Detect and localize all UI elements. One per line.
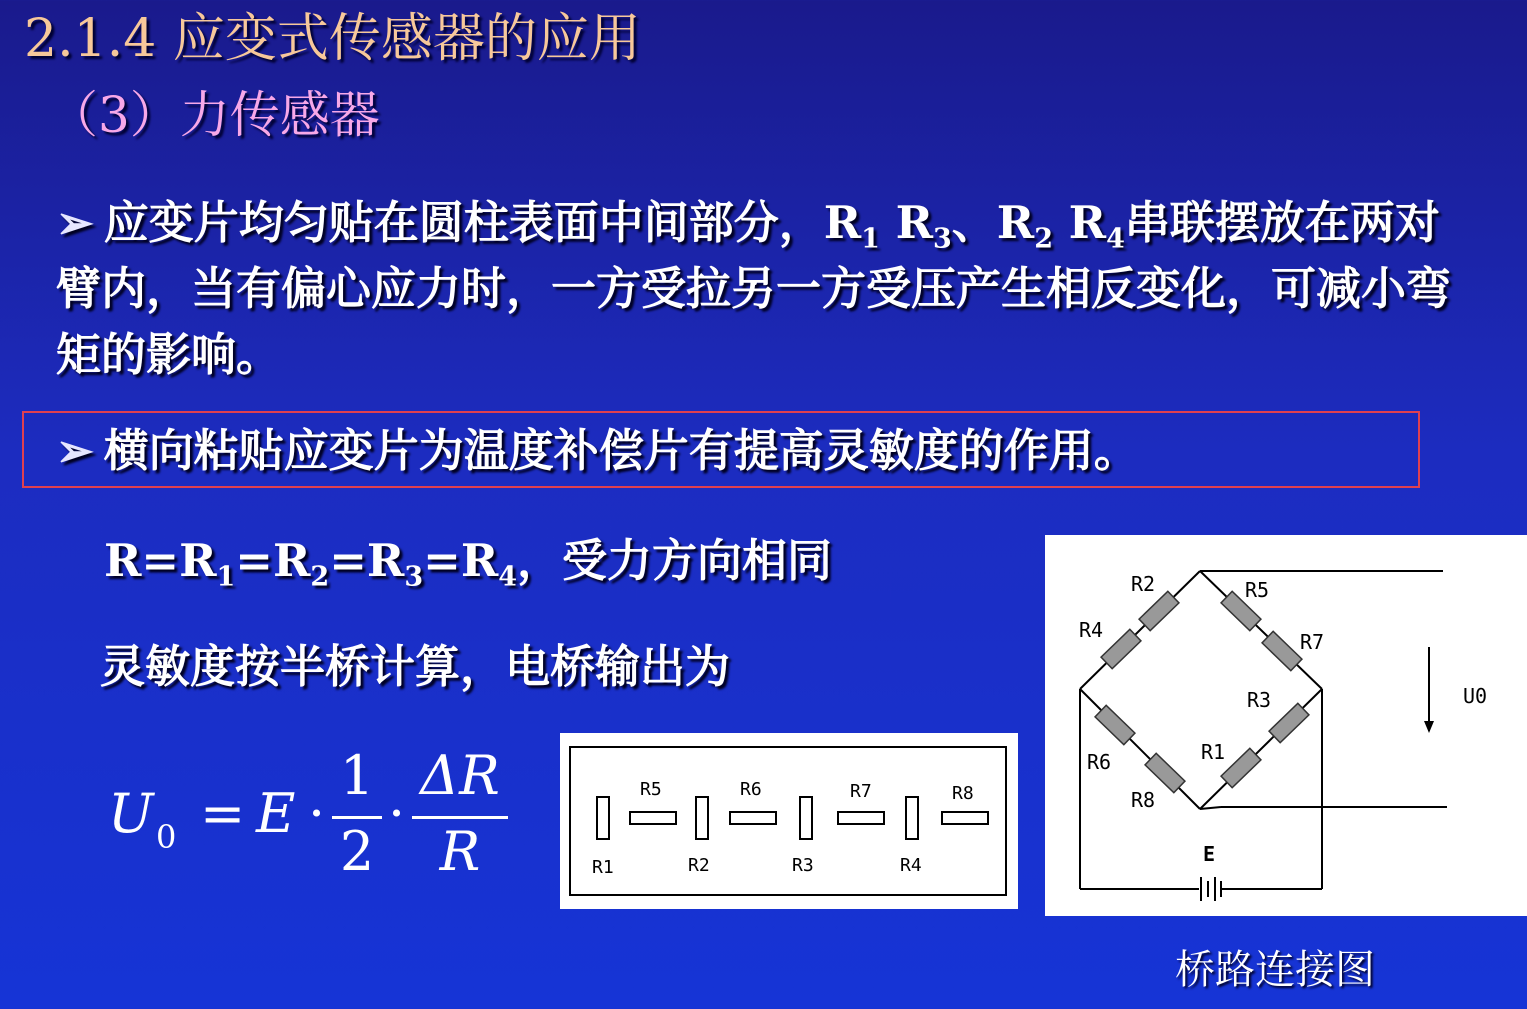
resistance-condition-line xyxy=(104,528,832,594)
gauge-r7-shape xyxy=(838,812,884,824)
bridge-label-r3: R3 xyxy=(1247,688,1272,712)
para1-text-b: R xyxy=(879,196,933,249)
gauge-r4-shape xyxy=(906,797,918,839)
layout-frame xyxy=(570,747,1006,895)
gauge-r3-shape xyxy=(800,797,812,839)
formula-E: E xyxy=(256,782,296,845)
page-title: 2.1.4 应变式传感器的应用 xyxy=(24,9,641,69)
frac1-numerator: 1 xyxy=(339,744,375,807)
section-subtitle: （3）力传感器 xyxy=(48,86,380,144)
bridge-label-r5: R5 xyxy=(1245,578,1270,602)
label-r1: R1 xyxy=(592,857,614,878)
formula-equals: = xyxy=(200,782,246,845)
bridge-label-r2: R2 xyxy=(1131,572,1156,596)
label-r6: R6 xyxy=(740,779,762,800)
gauge-r6-shape xyxy=(730,812,776,824)
cond-sub-4: 4 xyxy=(498,561,518,593)
cond-sub-1: 1 xyxy=(216,561,236,593)
frac2-bar xyxy=(412,816,508,819)
resistor-r3-body xyxy=(1269,703,1309,742)
cond-text-5: ，受力方向相同 xyxy=(517,534,833,587)
para2-text: 横向粘贴应变片为温度补偿片有提高灵敏度的作用。 xyxy=(103,424,1139,477)
resistor-r4-body xyxy=(1101,629,1141,668)
para1-sub-3: 3 xyxy=(933,223,952,255)
bridge-circuit-svg xyxy=(1045,535,1515,916)
label-r2: R2 xyxy=(688,855,710,876)
label-r7: R7 xyxy=(850,781,872,802)
cond-text-4: =R xyxy=(423,534,499,587)
output-voltage-formula xyxy=(104,742,524,892)
resistor-r8-body xyxy=(1145,753,1185,792)
bridge-label-r6: R6 xyxy=(1087,750,1112,774)
strain-gauge-layout-figure xyxy=(560,733,1018,909)
resistor-r7-body xyxy=(1262,631,1302,670)
bridge-output-line: 灵敏度按半桥计算，电桥输出为 xyxy=(100,640,731,693)
cond-text-2: =R xyxy=(235,534,311,587)
bullet-arrow-icon: ➢ xyxy=(56,196,94,249)
formula-dot-2: · xyxy=(388,782,406,845)
label-r8: R8 xyxy=(952,783,974,804)
strain-gauge-layout-svg xyxy=(560,733,1018,909)
cond-text-1: R=R xyxy=(104,534,217,587)
bridge-label-r7: R7 xyxy=(1300,630,1325,654)
label-r5: R5 xyxy=(640,779,662,800)
para1-text-c: 、R xyxy=(951,196,1035,249)
resistor-r6-body xyxy=(1095,705,1135,744)
gauge-r5-shape xyxy=(630,812,676,824)
battery-icon xyxy=(1201,877,1221,901)
para1-sub-4: 4 xyxy=(1106,223,1125,255)
para1-text-e: 串联摆放在两对臂内，当有偏心应力时，一方受拉另一方受压产生相反变化，可减小弯矩的影响。 xyxy=(56,196,1452,381)
cond-sub-2: 2 xyxy=(310,561,330,593)
formula-lhs-sub: 0 xyxy=(156,818,177,856)
bridge-label-e: E xyxy=(1203,842,1216,866)
bridge-label-u0: U0 xyxy=(1463,684,1488,708)
para1-sub-1: 1 xyxy=(861,223,880,255)
figure-caption: 桥路连接图 xyxy=(1175,947,1375,993)
para1-text-d: R xyxy=(1053,196,1107,249)
paragraph-strain-gauge-placement xyxy=(56,190,1476,388)
gauge-r8-shape xyxy=(942,812,988,824)
resistor-r2-body xyxy=(1139,591,1179,630)
label-r3: R3 xyxy=(792,855,814,876)
cond-text-3: =R xyxy=(329,534,405,587)
gauge-r1-shape xyxy=(597,797,609,839)
bridge-circuit-figure xyxy=(1045,535,1527,916)
bridge-label-r1: R1 xyxy=(1201,740,1226,764)
frac1-bar xyxy=(332,816,382,819)
formula-dot-1: · xyxy=(308,782,326,845)
frac1-denominator: 2 xyxy=(339,820,375,883)
cond-sub-3: 3 xyxy=(404,561,424,593)
para1-sub-2: 2 xyxy=(1034,223,1053,255)
formula-lhs: U xyxy=(108,782,154,845)
label-r4: R4 xyxy=(900,855,922,876)
frac2-numerator: ΔR xyxy=(420,744,500,807)
bridge-label-r8: R8 xyxy=(1131,788,1156,812)
bridge-label-r4: R4 xyxy=(1079,618,1104,642)
gauge-r2-shape xyxy=(696,797,708,839)
frac2-denominator: R xyxy=(439,820,481,883)
bullet-arrow-icon: ➢ xyxy=(56,424,94,477)
paragraph-temperature-compensation xyxy=(56,418,1139,484)
u0-arrow-head-icon xyxy=(1424,721,1434,733)
para1-text-a: 应变片均匀贴在圆柱表面中间部分，R xyxy=(103,196,862,249)
resistor-r1-body xyxy=(1221,748,1261,787)
